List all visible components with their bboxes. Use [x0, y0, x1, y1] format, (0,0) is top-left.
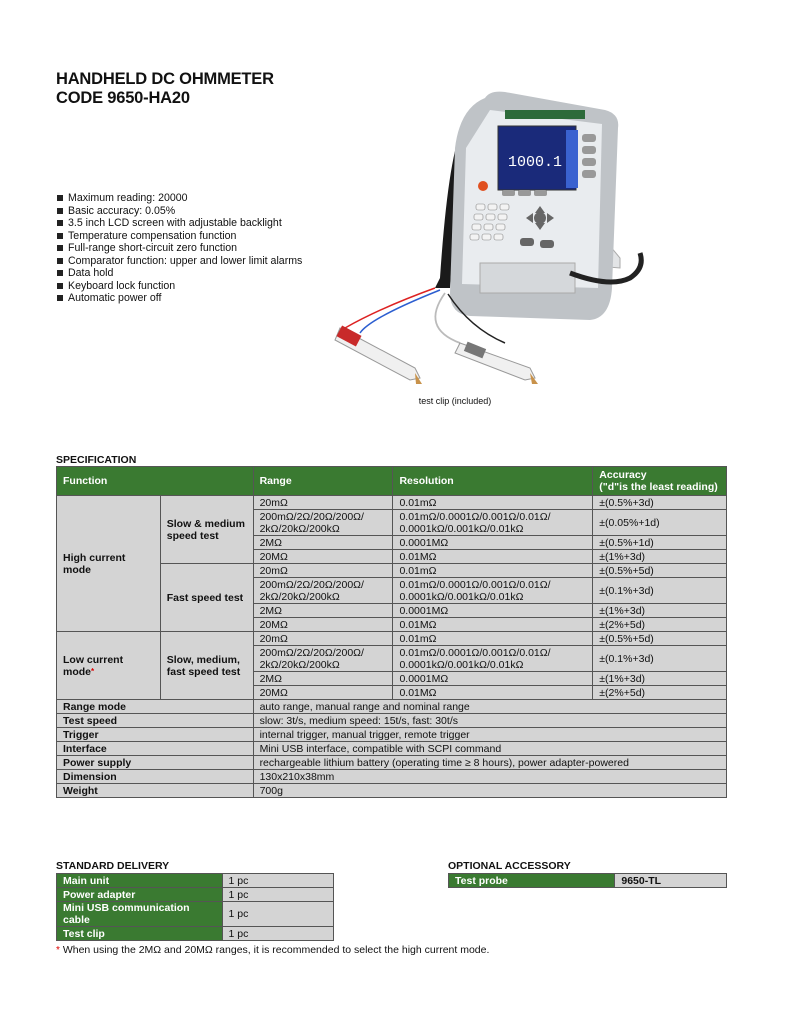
mode-high-current: High current mode: [57, 496, 161, 632]
cell-range: 20MΩ: [253, 618, 393, 632]
table-header-row: [57, 467, 727, 496]
table-row: [57, 496, 727, 510]
cell-accuracy: ±(0.05%+1d): [593, 510, 727, 536]
item-name: Power adapter: [57, 888, 223, 902]
cell-range: 200mΩ/2Ω/20Ω/200Ω/ 2kΩ/20kΩ/200kΩ: [253, 510, 393, 536]
asterisk-mark: *: [56, 945, 60, 956]
group-all-speeds: Slow, medium, fast speed test: [160, 632, 253, 700]
title-product-code: CODE 9650-HA20: [56, 89, 190, 107]
cell-resolution: 0.01mΩ/0.0001Ω/0.001Ω/0.01Ω/ 0.0001kΩ/0.001kΩ/0.01kΩ: [393, 578, 593, 604]
cell-resolution: 0.01mΩ/0.0001Ω/0.001Ω/0.01Ω/ 0.0001kΩ/0.001kΩ/0.01kΩ: [393, 646, 593, 672]
group-slow-medium: Slow & medium speed test: [160, 496, 253, 564]
cell-range: 200mΩ/2Ω/20Ω/200Ω/ 2kΩ/20kΩ/200kΩ: [253, 578, 393, 604]
table-row: [57, 902, 334, 927]
feature-item: 3.5 inch LCD screen with adjustable backlight: [56, 217, 302, 230]
item-name: Mini USB communication cable: [57, 902, 223, 927]
feature-item: Basic accuracy: 0.05%: [56, 205, 302, 218]
page-title: [56, 70, 274, 108]
cell-accuracy: ±(1%+3d): [593, 550, 727, 564]
feature-item: Keyboard lock function: [56, 280, 302, 293]
table-row: [57, 874, 334, 888]
general-row: [57, 742, 727, 756]
cell-accuracy: ±(0.1%+3d): [593, 646, 727, 672]
cell-range: 20mΩ: [253, 632, 393, 646]
table-row: [57, 927, 334, 941]
col-accuracy-line2: ("d"is the least reading): [599, 481, 718, 493]
footnote: [56, 944, 489, 956]
general-label: Trigger: [57, 728, 254, 742]
cell-resolution: 0.0001MΩ: [393, 536, 593, 550]
standard-delivery-table: [56, 873, 334, 941]
cell-accuracy: ±(1%+3d): [593, 604, 727, 618]
cell-accuracy: ±(1%+3d): [593, 672, 727, 686]
general-label: Weight: [57, 784, 254, 798]
standard-delivery-heading: STANDARD DELIVERY: [56, 860, 170, 872]
mode-low-current: [57, 632, 161, 700]
col-accuracy-line1: Accuracy: [599, 469, 647, 481]
general-value: 130x210x38mm: [253, 770, 726, 784]
general-label: Range mode: [57, 700, 254, 714]
cell-resolution: 0.0001MΩ: [393, 604, 593, 618]
feature-item: Temperature compensation function: [56, 230, 302, 243]
general-value: Mini USB interface, compatible with SCPI command: [253, 742, 726, 756]
cell-resolution: 0.01mΩ: [393, 496, 593, 510]
general-row: [57, 700, 727, 714]
cell-range: 200mΩ/2Ω/20Ω/200Ω/ 2kΩ/20kΩ/200kΩ: [253, 646, 393, 672]
col-range: Range: [253, 467, 393, 496]
cell-range: 2MΩ: [253, 536, 393, 550]
table-row: [57, 632, 727, 646]
group-fast: Fast speed test: [160, 564, 253, 632]
item-qty: 1 pc: [222, 874, 333, 888]
cell-range: 2MΩ: [253, 672, 393, 686]
feature-item: Full-range short-circuit zero function: [56, 242, 302, 255]
general-row: [57, 714, 727, 728]
item-qty: 1 pc: [222, 888, 333, 902]
item-name: Test clip: [57, 927, 223, 941]
ohmmeter-product-image: [320, 88, 660, 388]
general-value: rechargeable lithium battery (operating time ≥ 8 hours), power adapter-powered: [253, 756, 726, 770]
general-row: [57, 756, 727, 770]
mode-low-current-label: Low current mode: [63, 653, 124, 678]
specification-table: [56, 466, 727, 798]
cell-accuracy: ±(0.5%+5d): [593, 564, 727, 578]
cell-range: 20MΩ: [253, 550, 393, 564]
specification-heading: SPECIFICATION: [56, 454, 137, 466]
col-function: Function: [57, 467, 254, 496]
feature-item: Comparator function: upper and lower limit alarms: [56, 255, 302, 268]
cell-accuracy: ±(2%+5d): [593, 618, 727, 632]
general-value: auto range, manual range and nominal range: [253, 700, 726, 714]
optional-accessory-table: [448, 873, 727, 888]
general-label: Dimension: [57, 770, 254, 784]
cell-accuracy: ±(0.5%+3d): [593, 496, 727, 510]
feature-list: [56, 192, 302, 305]
image-caption: test clip (included): [418, 396, 492, 406]
general-value: 700g: [253, 784, 726, 798]
optional-accessory-heading: OPTIONAL ACCESSORY: [448, 860, 571, 872]
table-row: [57, 888, 334, 902]
cell-accuracy: ±(2%+5d): [593, 686, 727, 700]
item-name: Main unit: [57, 874, 223, 888]
feature-item: Maximum reading: 20000: [56, 192, 302, 205]
cell-resolution: 0.01MΩ: [393, 618, 593, 632]
asterisk-mark: *: [91, 666, 95, 676]
cell-resolution: 0.01MΩ: [393, 550, 593, 564]
cell-resolution: 0.01mΩ/0.0001Ω/0.001Ω/0.01Ω/ 0.0001kΩ/0.001kΩ/0.01kΩ: [393, 510, 593, 536]
cell-range: 20MΩ: [253, 686, 393, 700]
general-value: internal trigger, manual trigger, remote trigger: [253, 728, 726, 742]
cell-accuracy: ±(0.5%+1d): [593, 536, 727, 550]
cell-resolution: 0.01mΩ: [393, 564, 593, 578]
cell-accuracy: ±(0.5%+5d): [593, 632, 727, 646]
cell-resolution: 0.01mΩ: [393, 632, 593, 646]
cell-range: 2MΩ: [253, 604, 393, 618]
general-row: [57, 770, 727, 784]
col-accuracy: [593, 467, 727, 496]
title-product-name: HANDHELD DC OHMMETER: [56, 70, 274, 88]
accessory-code: 9650-TL: [615, 874, 727, 888]
cell-range: 20mΩ: [253, 564, 393, 578]
cell-range: 20mΩ: [253, 496, 393, 510]
feature-item: Data hold: [56, 267, 302, 280]
item-qty: 1 pc: [222, 927, 333, 941]
general-value: slow: 3t/s, medium speed: 15t/s, fast: 30t/s: [253, 714, 726, 728]
general-label: Test speed: [57, 714, 254, 728]
table-row: [449, 874, 727, 888]
cell-accuracy: ±(0.1%+3d): [593, 578, 727, 604]
display-reading: 1000.1: [508, 154, 563, 171]
general-label: Power supply: [57, 756, 254, 770]
cell-resolution: 0.0001MΩ: [393, 672, 593, 686]
feature-item: Automatic power off: [56, 292, 302, 305]
cell-resolution: 0.01MΩ: [393, 686, 593, 700]
general-label: Interface: [57, 742, 254, 756]
footnote-text: When using the 2MΩ and 20MΩ ranges, it is recommended to select the high current mode.: [59, 944, 490, 956]
general-row: [57, 784, 727, 798]
accessory-name: Test probe: [449, 874, 615, 888]
general-row: [57, 728, 727, 742]
item-qty: 1 pc: [222, 902, 333, 927]
col-resolution: Resolution: [393, 467, 593, 496]
